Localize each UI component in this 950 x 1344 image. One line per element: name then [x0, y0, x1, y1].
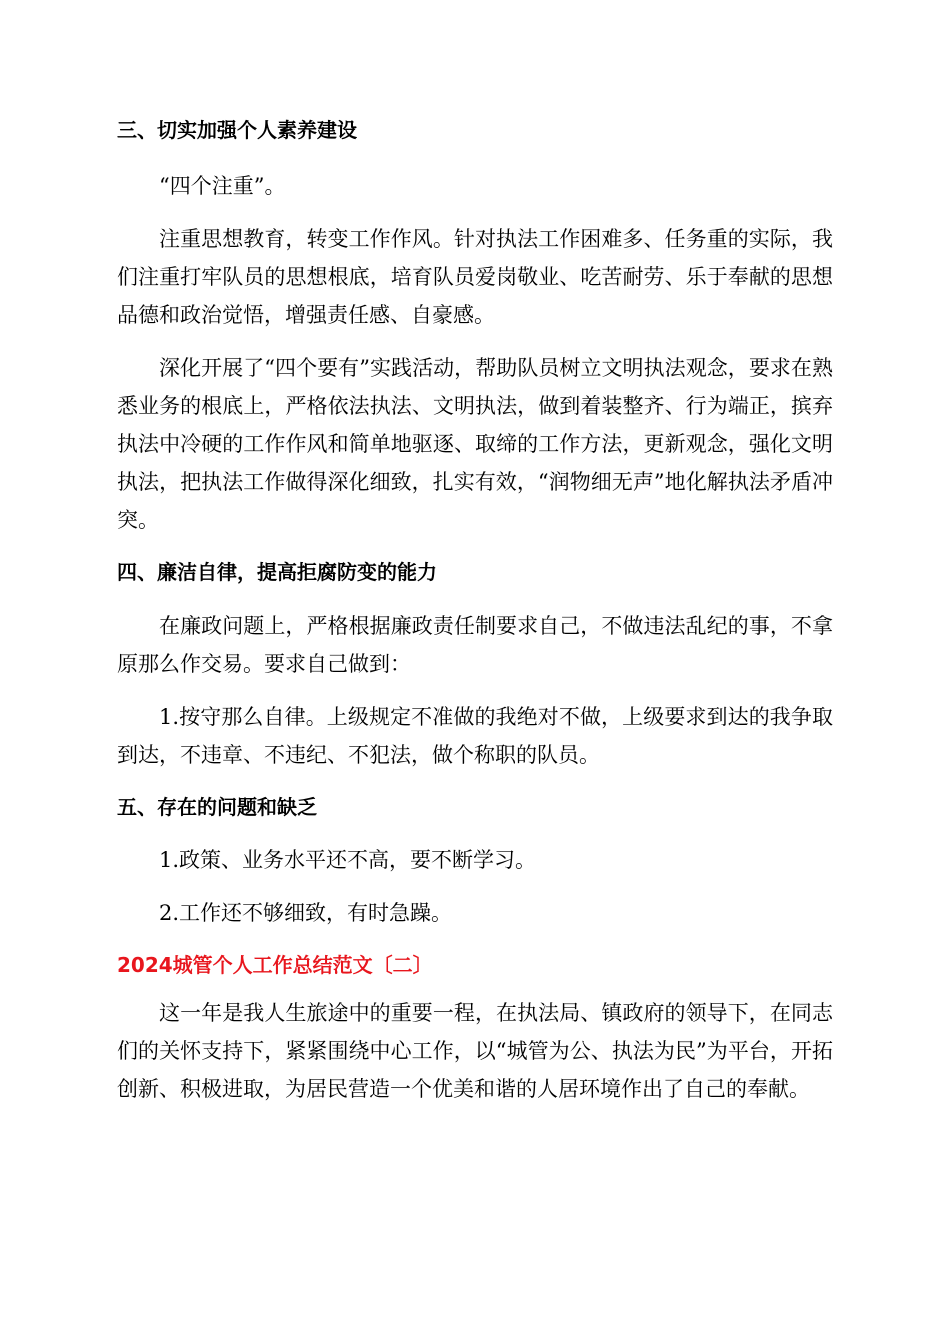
document-page — [117, 112, 833, 1108]
paragraph: 1.按守那么自律。上级规定不准做的我绝对不做，上级要求到达的我争取到达，不违章、不违纪、不犯法，做个称职的队员。 — [117, 705, 833, 767]
section-heading-5: 五、存在的问题和缺乏 — [117, 795, 317, 819]
paragraph: 深化开展了“四个要有”实践活动，帮助队员树立文明执法观念，要求在熟悉业务的根底上，严格依法执法、文明执法，做到着装整齐、行为端正，摈弃执法中冷硬的工作作风和简单地驱逐、取缔的工作方法，更新观念，强化文明执法，把执法工作做得深化细致，扎实有效，“润物细无声”地化解执法矛盾冲突。 — [117, 356, 833, 532]
paragraph: 1.政策、业务水平还不高，要不断学习。 — [159, 848, 537, 872]
section-heading-3: 三、切实加强个人素养建设 — [117, 118, 357, 142]
section-heading-4: 四、廉洁自律，提高拒腐防变的能力 — [117, 560, 437, 584]
paragraph: 注重思想教育，转变工作作风。针对执法工作困难多、任务重的实际，我们注重打牢队员的思想根底，培育队员爱岗敬业、吃苦耐劳、乐于奉献的思想品德和政治觉悟，增强责任感、自豪感。 — [117, 227, 833, 327]
paragraph: 2.工作还不够细致，有时急躁。 — [159, 901, 453, 925]
paragraph: 这一年是我人生旅途中的重要一程，在执法局、镇政府的领导下，在同志们的关怀支持下，紧紧围绕中心工作，以“城管为公、执法为民”为平台，开拓创新、积极进取，为居民营造一个优美和谐的人居环境作出了自己的奉献。 — [117, 1001, 833, 1101]
paragraph: “四个注重”。 — [159, 174, 286, 198]
paragraph: 在廉政问题上，严格根据廉政责任制要求自己，不做违法乱纪的事，不拿原那么作交易。要求自己做到： — [117, 614, 833, 676]
article-title: 2024城管个人工作总结范文〔二〕 — [117, 953, 433, 977]
